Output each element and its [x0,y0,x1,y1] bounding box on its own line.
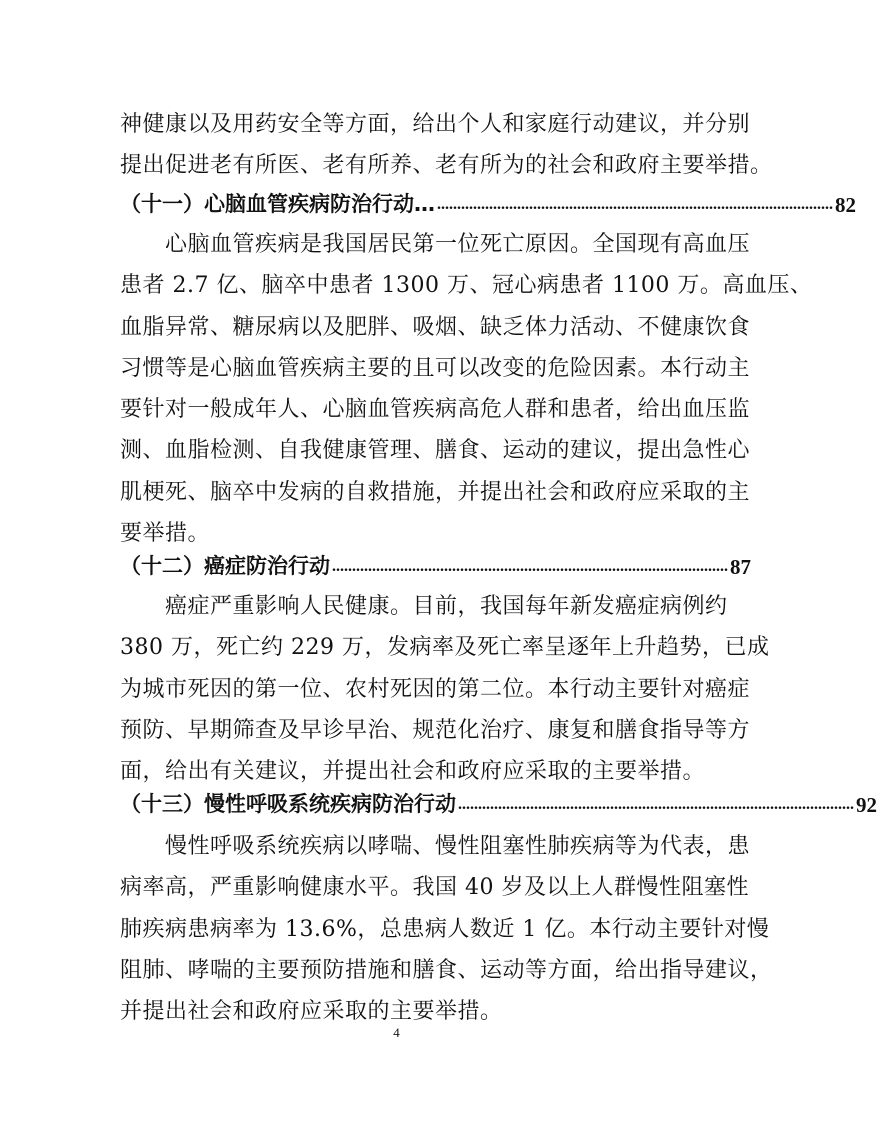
toc-title: （十二）癌症防治行动 [120,554,330,578]
paragraph-line: 患者 2.7 亿、脑卒中患者 1300 万、冠心病患者 1100 万。高血压、 [120,273,813,299]
toc-entry-11[interactable] [120,186,856,218]
paragraph-line: 测、血脂检测、自我健康管理、膳食、运动的建议，提出急性心 [120,438,751,464]
toc-page-number: 87 [730,555,751,579]
intro-paragraph [120,104,773,187]
paragraph-line: 为城市死因的第一位、农村死因的第二位。本行动主要针对癌症 [120,676,751,702]
toc-title: （十三）慢性呼吸系统疾病防治行动 [120,792,456,816]
paragraph-line: 心脑血管疾病是我国居民第一位死亡原因。全国现有高血压 [120,232,751,257]
paragraph-line: 阻肺、哮喘的主要预防措施和膳食、运动等方面，给出指导建议， [120,957,773,983]
paragraph-line: 神健康以及用药安全等方面，给出个人和家庭行动建议，并分别 [120,112,751,137]
toc-entry-13[interactable] [120,786,877,818]
paragraph-line: 提出促进老有所医、老有所养、老有所为的社会和政府主要举措。 [120,153,773,179]
paragraph-line: 要举措。 [120,521,211,547]
toc-leader-dots: ................................................................................................... [458,796,854,813]
paragraph-line: 并提出社会和政府应采取的主要举措。 [120,999,503,1025]
toc-page-number: 92 [856,793,877,817]
toc-page-number: 82 [835,193,856,217]
paragraph-line: 肌梗死、脑卒中发病的自救措施，并提出社会和政府应采取的主 [120,479,751,505]
toc-leader-dots: ................................................................................................... [437,196,833,213]
section-13-paragraph [120,826,773,1032]
toc-title: （十一）心脑血管疾病防治行动… [120,192,435,216]
section-12-paragraph [120,586,770,792]
page-number: 4 [393,1025,400,1040]
paragraph-line: 肺疾病患病率为 13.6%，总患病人数近 1 亿。本行动主要针对慢 [120,916,770,942]
paragraph-line: 习惯等是心脑血管疾病主要的且可以改变的危险因素。本行动主 [120,355,751,381]
paragraph-line: 面，给出有关建议，并提出社会和政府应采取的主要举措。 [120,759,706,785]
paragraph-line: 病率高，严重影响健康水平。我国 40 岁及以上人群慢性阻塞性 [120,875,749,901]
section-11-paragraph [120,224,813,554]
paragraph-line: 380 万，死亡约 229 万，发病率及死亡率呈逐年上升趋势，已成 [120,635,770,661]
paragraph-line: 癌症严重影响人民健康。目前，我国每年新发癌症病例约 [120,594,728,619]
toc-leader-dots: ................................................................................................... [332,558,728,575]
toc-entry-12[interactable] [120,548,751,580]
paragraph-line: 血脂异常、糖尿病以及肥胖、吸烟、缺乏体力活动、不健康饮食 [120,314,751,340]
paragraph-line: 要针对一般成年人、心脑血管疾病高危人群和患者，给出血压监 [120,397,751,423]
paragraph-line: 慢性呼吸系统疾病以哮喘、慢性阻塞性肺疾病等为代表，患 [120,834,751,859]
paragraph-line: 预防、早期筛查及早诊早治、规范化治疗、康复和膳食指导等方 [120,717,751,743]
